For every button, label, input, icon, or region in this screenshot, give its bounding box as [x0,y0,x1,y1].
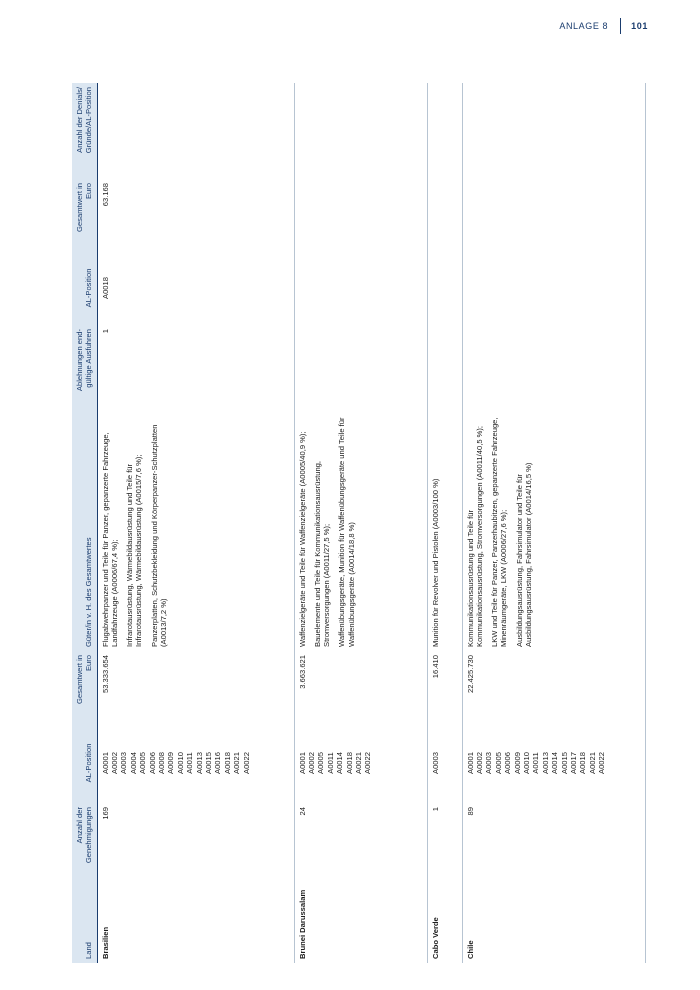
rejection-value-cell [427,179,462,251]
header-denials: Anzahl der Denials/ Gründe/AL-Position [72,83,97,179]
al-position-code: A0001 [465,752,475,774]
page-header [559,18,648,34]
goods-cell [294,413,427,651]
header-goods: Güter/in v. H. des Gesamtwertes [72,413,97,651]
al-position-code: A0002 [306,752,316,774]
denials-cell [427,83,462,179]
al-position-code: A0018 [222,752,232,774]
al-position-code: A0022 [241,752,251,774]
table-row [294,83,427,963]
rejection-value-cell [462,179,645,251]
al-position-code: A0003 [430,752,440,774]
goods-entry: LKW und Teile für Panzer, Panzerhaubitzen, gepanzerte Fahrzeuge, Minenräumgeräte, LKW (A0006/27,6 %); [490,417,509,647]
al-position-code: A0009 [166,752,176,774]
rejection-value-cell [294,179,427,251]
goods-entry: Infrarotausrüstung, Wärmebildausrüstung und Teile für Infrarotausrüstung, Wärmebildausrüstung (A0015/7,6 %); [125,454,144,647]
denials-cell [97,83,294,179]
rotated-table-container [72,83,632,963]
country-cell: Cabo Verde [430,917,440,959]
header-total-value-2: Gesamtwert in Euro [72,179,97,251]
al-position-code: A0015 [203,752,213,774]
total-value-cell: 16.410 [430,655,440,679]
denials-cell [462,83,645,179]
goods-entry: Waffenübungsgeräte, Munition für Waffenübungsgeräte und Teile für Waffenübungsgeräte (A0014/18,8 %) [337,417,356,647]
al-position-code: A0006 [147,752,157,774]
al-position-code: A0005 [316,752,326,774]
al-position-code: A0014 [550,752,560,774]
goods-entry: Flugabwehrpanzer und Teile für Panzer, gepanzerte Fahrzeuge, Landfahrzeuge (A0006/67,4 %); [100,432,119,647]
al-position-code: A0008 [156,752,166,774]
al-position-code: A0013 [194,752,204,774]
rejections-cell: 1 [100,329,110,334]
goods-entry: Munition für Revolver und Pistolen (A0003/100 %) [430,478,440,647]
al-position-code: A0021 [232,752,242,774]
goods-cell [427,413,462,651]
rejection-position-cell [427,251,462,325]
al-position-code: A0001 [297,752,307,774]
rejections-cell [427,325,462,413]
header-total-value: Gesamtwert in Euro [72,651,97,723]
country-cell: Brasilien [100,926,110,959]
rejection-value-cell: 63.168 [100,183,110,207]
al-position-code: A0011 [325,752,335,774]
al-position-code: A0006 [503,752,513,774]
goods-entry: Bauelemente und Teile für Kommunikationsausrüstung, Stromversorgungen (A0011/27,5 %); [312,460,331,647]
goods-entry: Ausbildungsausrüstung, Fahrsimulator und Teile für Ausbildungsausrüstung, Fahrsimulator (A0014/16,5 %) [514,462,533,647]
al-position-code: A0009 [512,752,522,774]
al-position-code: A0004 [128,752,138,774]
al-position-code: A0002 [109,752,119,774]
table-body [97,83,645,963]
al-position-code: A0014 [335,752,345,774]
header-al-position: AL-Position [72,723,97,803]
licences-count-cell: 169 [100,807,110,820]
rejection-position-cell [462,251,645,325]
al-position-code: A0010 [175,752,185,774]
header-rejections: Ablehnungen end-gültige Ausfuhren [72,325,97,413]
table-header-row [72,83,97,963]
al-position-code: A0017 [568,752,578,774]
country-cell: Chile [465,940,475,959]
rejections-cell [462,325,645,413]
al-positions-cell [427,723,462,803]
al-position-code: A0010 [521,752,531,774]
total-value-cell: 22.425.730 [465,655,475,694]
goods-entry: Kommunikationsausrüstung und Teile für Kommunikationsausrüstung, Stromversorgungen (A0011/40,5 %); [465,425,484,647]
rejection-position-cell: A0018 [100,277,110,299]
goods-cell [97,413,294,651]
header-country: Land [72,873,97,963]
licences-count-cell: 1 [430,807,440,812]
al-position-code: A0018 [578,752,588,774]
al-position-code: A0021 [353,752,363,774]
al-position-code: A0021 [587,752,597,774]
goods-cell [462,413,645,651]
licences-count-cell: 24 [297,807,307,816]
al-position-code: A0022 [363,752,373,774]
al-position-code: A0011 [531,752,541,774]
table-row [462,83,645,963]
al-positions-cell [97,723,294,803]
goods-entry: Waffenzielgeräte und Teile für Waffenzielgeräte (A0005/40,9 %); [297,431,307,647]
al-position-code: A0016 [213,752,223,774]
al-position-code: A0013 [540,752,550,774]
al-position-code: A0003 [119,752,129,774]
al-position-code: A0005 [138,752,148,774]
licences-count-cell: 89 [465,807,475,816]
annex-label: ANLAGE 8 [559,21,609,31]
al-position-code: A0001 [100,752,110,774]
rejections-cell [294,325,427,413]
table-row [427,83,462,963]
table-row [97,83,294,963]
header-al-position-2: AL-Position [72,251,97,325]
al-position-code: A0003 [484,752,494,774]
denials-cell [294,83,427,179]
al-position-code: A0022 [597,752,607,774]
page-number: 101 [631,21,648,31]
al-position-code: A0002 [474,752,484,774]
rejection-position-cell [294,251,427,325]
country-cell: Brunei Darussalam [297,889,307,959]
al-position-code: A0018 [344,752,354,774]
goods-entry: Panzerplatten, Schutzbekleidung und Körperpanzer-Schutzplatten (A0013/7,2 %) [149,424,168,647]
al-positions-cell [294,723,427,803]
al-position-code: A0011 [185,752,195,774]
al-positions-cell [462,723,645,803]
header-licences-count: Anzahl der Genehmigungen [72,803,97,873]
al-position-code: A0015 [559,752,569,774]
total-value-cell: 3.663.621 [297,655,307,689]
total-value-cell: 53.333.654 [100,655,110,694]
header-divider [620,18,621,34]
al-position-code: A0005 [493,752,503,774]
export-table [72,83,646,963]
